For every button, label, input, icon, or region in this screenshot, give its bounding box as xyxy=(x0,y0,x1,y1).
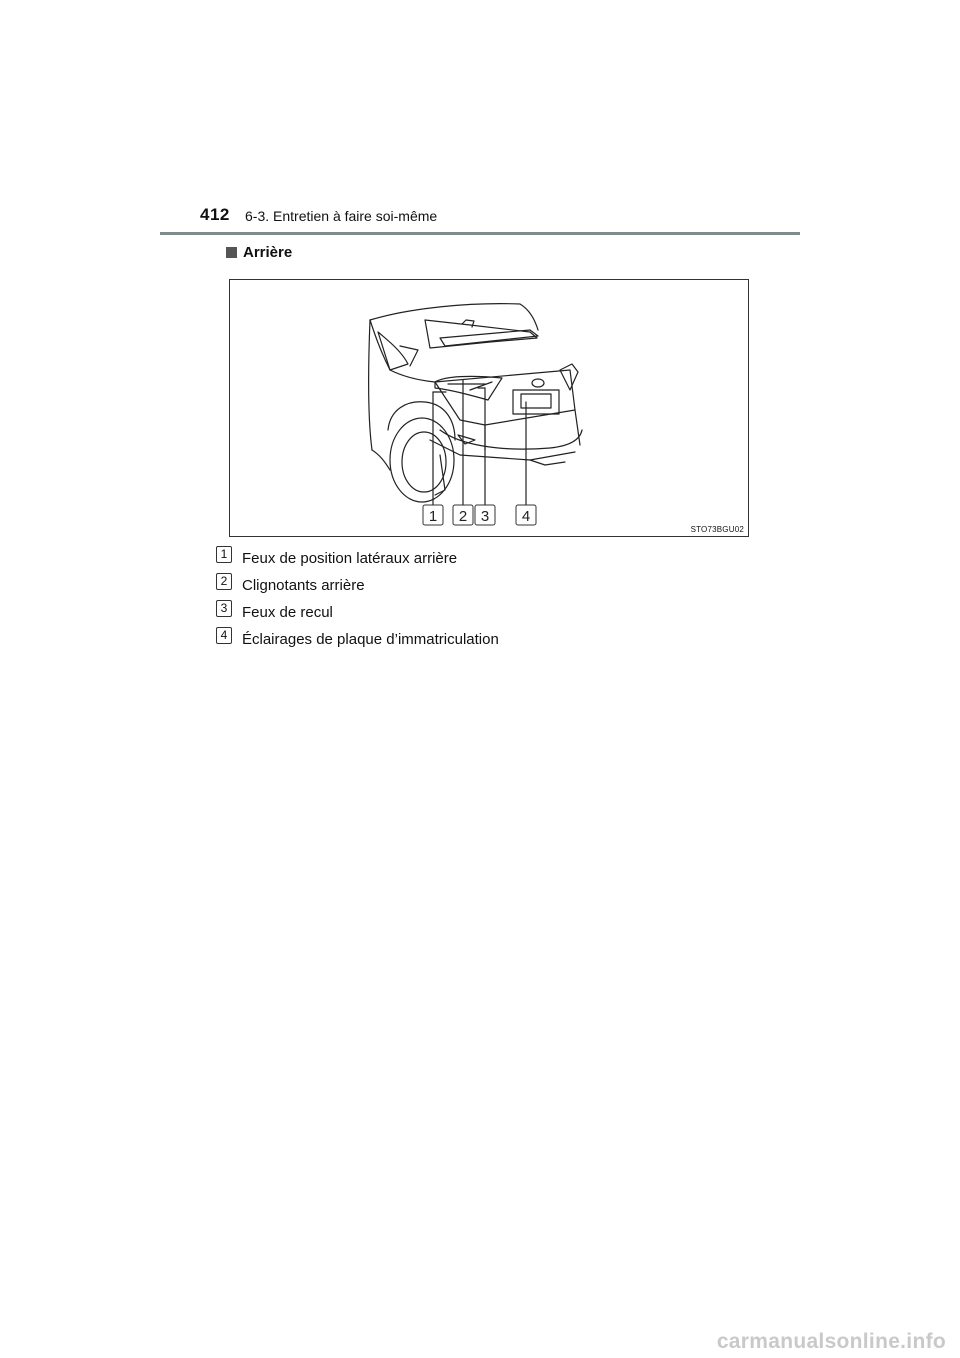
legend-text: Feux de recul xyxy=(242,604,333,621)
header-rule xyxy=(160,232,800,235)
car-rear-illustration xyxy=(230,280,750,538)
figure-code: STO73BGU02 xyxy=(690,525,744,534)
legend-list xyxy=(216,545,499,653)
legend-item xyxy=(216,545,499,572)
callout-3: 3 xyxy=(480,508,490,525)
legend-marker: 4 xyxy=(216,627,232,644)
square-bullet-icon xyxy=(226,247,237,258)
legend-marker: 3 xyxy=(216,600,232,617)
page-number: 412 xyxy=(200,205,230,224)
callout-4: 4 xyxy=(521,508,531,525)
legend-item xyxy=(216,599,499,626)
legend-marker: 1 xyxy=(216,546,232,563)
legend-item xyxy=(216,572,499,599)
legend-marker: 2 xyxy=(216,573,232,590)
callout-2: 2 xyxy=(458,508,468,525)
watermark-link[interactable]: carmanualsonline.info xyxy=(716,1330,946,1353)
callout-1: 1 xyxy=(428,508,438,525)
section-heading xyxy=(226,244,292,261)
legend-item xyxy=(216,626,499,653)
legend-text: Feux de position latéraux arrière xyxy=(242,550,458,567)
section-title: 6-3. Entretien à faire soi-même xyxy=(245,208,438,224)
car-rear-figure xyxy=(229,279,749,537)
legend-text: Éclairages de plaque d’immatriculation xyxy=(242,631,499,648)
legend-text: Clignotants arrière xyxy=(242,577,365,594)
heading-text: Arrière xyxy=(243,244,293,261)
